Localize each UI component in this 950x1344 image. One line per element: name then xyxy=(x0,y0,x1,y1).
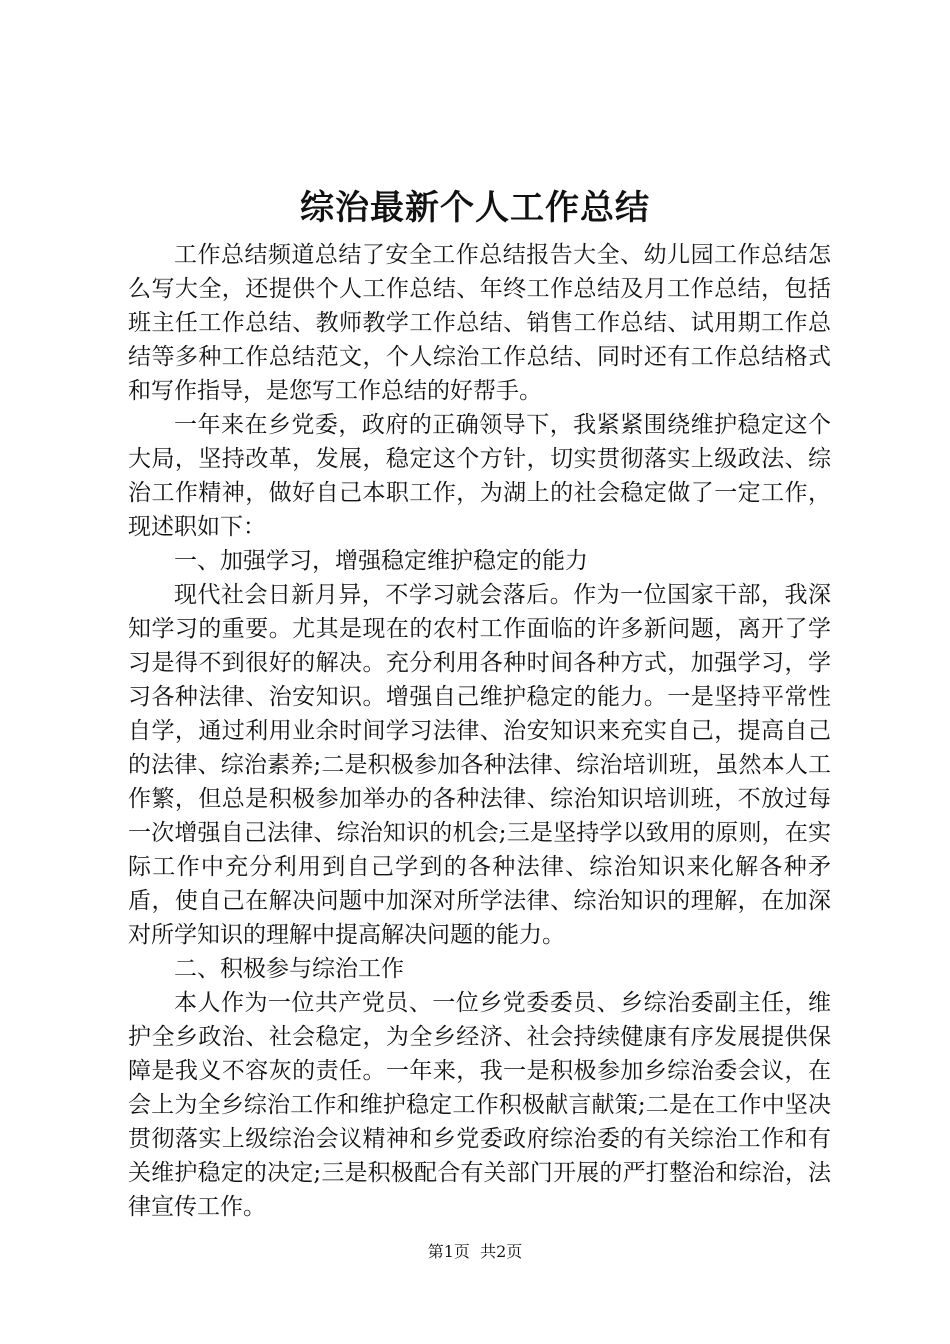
document-title: 综治最新个人工作总结 xyxy=(300,188,650,228)
overview-paragraph: 一年来在乡党委，政府的正确领导下，我紧紧围绕维护稳定这个大局，坚持改革，发展，稳定这个方针，切实贯彻落实上级政法、综治工作精神，做好自己本职工作，为湖上的社会稳定做了一定工作，现述职如下： xyxy=(128,412,831,540)
section-paragraph-study: 现代社会日新月异，不学习就会落后。作为一位国家干部，我深知学习的重要。尤其是现在的农村工作面临的许多新问题，离开了学习是得不到很好的解决。充分利用各种时间各种方式，加强学习，学习各种法律、治安知识。增强自己维护稳定的能力。一是坚持平常性自学，通过利用业余时间学习法律、治安知识来充实自己，提高自己的法律、综治素养;二是积极参加各种法律、综治培训班，虽然本人工作繁，但总是积极参加举办的各种法律、综治知识培训班，不放过每一次增强自己法律、综治知识的机会;三是坚持学以致用的原则，在实际工作中充分利用到自己学到的各种法律、综治知识来化解各种矛盾，使自己在解决问题中加深对所学法律、综治知识的理解，在加深对所学知识的理解中提高解决问题的能力。 xyxy=(128,582,831,948)
page-number: 第1页 共2页 xyxy=(427,1242,523,1261)
intro-paragraph: 工作总结频道总结了安全工作总结报告大全、幼儿园工作总结怎么写大全，还提供个人工作总结、年终工作总结及月工作总结，包括班主任工作总结、教师教学工作总结、销售工作总结、试用期工作总结等多种工作总结范文，个人综治工作总结、同时还有工作总结格式和写作指导，是您写工作总结的好帮手。 xyxy=(128,242,831,404)
section-heading-participation: 二、积极参与综治工作 xyxy=(174,956,404,982)
page-footer xyxy=(0,1241,950,1263)
section-paragraph-participation: 本人作为一位共产党员、一位乡党委委员、乡综治委副主任，维护全乡政治、社会稳定，为全乡经济、社会持续健康有序发展提供保障是我义不容灰的责任。一年来，我一是积极参加乡综治委会议，在会上为全乡综治工作和维护稳定工作积极献言献策;二是在工作中坚决贯彻落实上级综治会议精神和乡党委政府综治委的有关综治工作和有关维护稳定的决定;三是积极配合有关部门开展的严打整治和综治，法律宣传工作。 xyxy=(128,990,831,1220)
section-heading-study: 一、加强学习，增强稳定维护稳定的能力 xyxy=(174,548,588,574)
document-body xyxy=(128,238,831,1224)
